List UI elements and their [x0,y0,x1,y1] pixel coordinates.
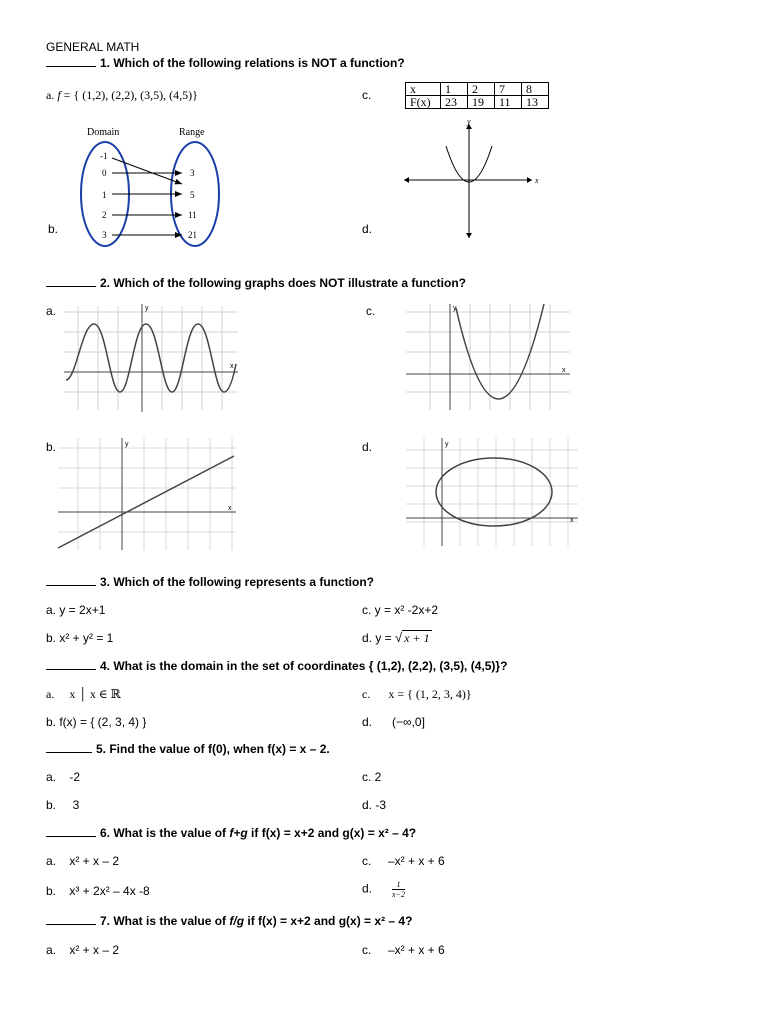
table-row [406,96,549,109]
q5-option-d: d. -3 [362,798,387,812]
range-value: 11 [188,210,197,220]
question-1-text: 1. Which of the following relations is NOT a function? [100,56,405,70]
radical-sign: √ [395,630,403,645]
answer-blank-6[interactable] [46,826,96,837]
q3-d-radicand: x + 1 [404,631,430,645]
answer-blank-4[interactable] [46,659,96,670]
page-title: GENERAL MATH [46,40,140,54]
q1-a-f: f [57,88,61,102]
q4-a-label: a. [46,687,55,701]
question-6-condition: if f(x) = x+2 and g(x) = x² – 4? [247,826,417,840]
line-graph [56,436,240,552]
answer-blank-7[interactable] [46,914,96,925]
answer-blank-2[interactable] [46,276,96,287]
q4-c-label: c. [362,687,371,701]
y-axis-label: y [145,305,149,312]
y-axis-label: y [467,118,471,126]
q4-a-value: x │ x ∈ ℝ [69,687,121,701]
x-axis-label: x [570,517,574,524]
x-axis-label: x [230,363,234,370]
question-2 [46,276,466,290]
q5-option-b: b. 3 [46,798,80,812]
q6-option-c: c. –x² + x + 6 [362,854,445,868]
q3-option-d [362,631,432,645]
question-6-operation: f+g [229,826,248,840]
x-axis-label: x [228,505,232,512]
domain-value: 0 [102,168,107,178]
q7-option-a: a. x² + x – 2 [46,943,120,957]
function-table [405,82,549,109]
table-cell: 23 [441,96,468,109]
question-2-text: 2. Which of the following graphs does NOT illustrate a function? [100,276,467,290]
q4-option-a [46,687,121,701]
table-row [406,83,549,96]
q3-option-b: b. x² + y² = 1 [46,631,114,645]
question-7-operation: f/g [229,914,245,928]
q2-option-a-label: a. [46,304,57,318]
q3-option-a: a. y = 2x+1 [46,603,106,617]
q4-d-label: d. [362,715,373,729]
domain-value: 2 [102,210,107,220]
sine-graph [64,302,242,414]
table-cell: 1 [441,83,468,96]
q2-option-c-label: c. [366,304,376,318]
question-5 [46,742,330,756]
parabola-graph-q2 [404,302,574,412]
table-cell: 2 [468,83,495,96]
q3-option-c: c. y = x² -2x+2 [362,603,439,617]
question-7 [46,914,412,928]
q4-d-value: (−∞,0] [392,715,425,729]
q5-option-c: c. 2 [362,770,382,784]
answer-blank-3[interactable] [46,575,96,586]
q1-a-label: a. [46,88,55,102]
table-cell: 11 [495,96,522,109]
q5-option-a: a. -2 [46,770,81,784]
q4-option-b: b. f(x) = { (2, 3, 4) } [46,715,147,729]
range-value: 3 [190,168,195,178]
table-cell: x [406,83,441,96]
question-6 [46,826,416,840]
table-cell: F(x) [406,96,441,109]
question-5-text: 5. Find the value of f(0), when f(x) = x – 2. [96,742,330,756]
domain-value: -1 [100,151,108,161]
q4-c-value: x = { (1, 2, 3, 4)} [388,687,472,701]
question-1 [46,56,405,70]
y-axis-label: y [125,441,129,448]
table-cell: 7 [495,83,522,96]
q4-option-d [362,715,425,729]
question-7-text: 7. What is the value of [100,914,230,928]
question-4 [46,659,507,673]
q1-a-set: = { (1,2), (2,2), (3,5), (4,5)} [60,88,198,102]
q1-option-a [46,88,198,102]
table-cell: 8 [522,83,549,96]
question-4-text: 4. What is the domain in the set of coordinates { (1,2), (2,2), (3,5), (4,5)}? [100,659,508,673]
x-axis-label: x [562,367,566,374]
mapping-diagram [70,122,250,248]
table-cell: 13 [522,96,549,109]
q2-option-d-label: d. [362,440,373,454]
question-6-text: 6. What is the value of [100,826,230,840]
parabola-graph-q1 [404,118,544,240]
x-axis-label: x [535,176,539,185]
fraction [392,880,405,899]
question-7-condition: if f(x) = x+2 and g(x) = x² – 4? [244,914,413,928]
table-cell: 19 [468,96,495,109]
q1-option-b-label: b. [48,222,59,236]
q6-option-d [362,880,405,899]
q1-option-c-label: c. [362,88,372,102]
q3-d-prefix: d. y = [362,631,396,645]
answer-blank-5[interactable] [46,742,92,753]
fraction-numerator: 1 [392,880,405,890]
domain-value: 1 [102,190,107,200]
domain-title: Domain [87,127,120,138]
q1-option-d-label: d. [362,222,373,236]
question-3-text: 3. Which of the following represents a function? [100,575,375,589]
q2-option-b-label: b. [46,440,57,454]
q6-option-a: a. x² + x – 2 [46,854,120,868]
range-value: 21 [188,230,197,240]
y-axis-label: y [445,441,449,448]
answer-blank-1[interactable] [46,56,96,67]
ellipse-graph [404,434,582,548]
fraction-denominator: x−2 [392,890,405,899]
q6-option-b: b. x³ + 2x² – 4x -8 [46,884,150,898]
domain-value: 3 [102,230,107,240]
q7-option-c: c. –x² + x + 6 [362,943,445,957]
question-3 [46,575,374,589]
range-title: Range [179,127,205,138]
y-axis-label: y [453,305,457,312]
q6-d-label: d. [362,881,373,896]
q4-option-c [362,687,472,701]
range-value: 5 [190,190,195,200]
